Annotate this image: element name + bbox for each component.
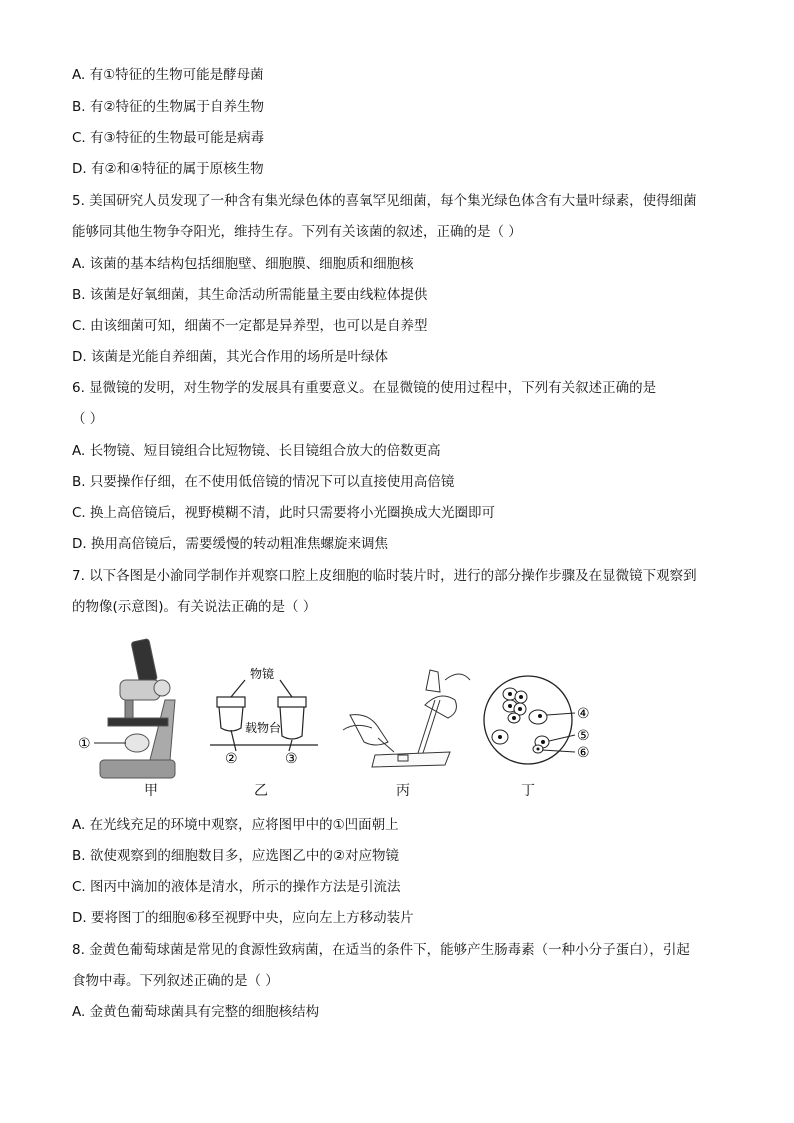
question-7-stem: 7. 以下各图是小渝同学制作并观察口腔上皮细胞的临时装片时，进行的部分操作步骤及在显微镜下观察到 [72, 568, 697, 584]
option-7a: A. 在光线充足的环境中观察，应将图甲中的①凹面朝上 [72, 817, 399, 833]
question-7-stem-cont: 的物像(示意图)。有关说法正确的是（ ） [72, 599, 317, 615]
microscope-field-view [484, 676, 575, 764]
label-3: ③ [285, 751, 298, 767]
label-1: ① [78, 736, 91, 752]
question-6-stem: 6. 显微镜的发明，对生物学的发展具有重要意义。在显微镜的使用过程中，下列有关叙述正确的是 [72, 380, 657, 396]
option-7d: D. 要将图丁的细胞⑥移至视野中央，应向左上方移动装片 [72, 910, 414, 926]
option-5b: B. 该菌是好氧细菌，其生命活动所需能量主要由线粒体提供 [72, 287, 428, 303]
label-5: ⑤ [577, 728, 590, 744]
option-4c: C. 有③特征的生物最可能是病毒 [72, 130, 265, 146]
label-6: ⑥ [577, 745, 590, 761]
option-6b: B. 只要操作仔细，在不使用低倍镜的情况下可以直接使用高倍镜 [72, 474, 455, 490]
option-4d: D. 有②和④特征的属于原核生物 [72, 161, 264, 177]
option-7b: B. 欲使观察到的细胞数目多，应选图乙中的②对应物镜 [72, 848, 399, 864]
caption-ding: 丁 [521, 783, 535, 799]
label-4: ④ [577, 706, 590, 722]
option-6d: D. 换用高倍镜后，需要缓慢的转动粗准焦螺旋来调焦 [72, 536, 388, 552]
caption-bing: 丙 [396, 783, 410, 799]
question-8-stem: 8. 金黄色葡萄球菌是常见的食源性致病菌，在适当的条件下，能够产生肠毒素（一种小分子蛋白），引起 [72, 942, 690, 958]
label-objective: 物镜 [250, 667, 275, 681]
caption-yi: 乙 [254, 783, 268, 799]
question-5-stem: 5. 美国研究人员发现了一种含有集光绿色体的喜氧罕见细菌，每个集光绿色体含有大量叶绿素，使得细菌 [72, 193, 697, 209]
option-4b: B. 有②特征的生物属于自养生物 [72, 99, 264, 115]
dropper-slide-illustration [343, 670, 470, 767]
question-5-stem-cont: 能够同其他生物争夺阳光，维持生存。下列有关该菌的叙述，正确的是（ ） [72, 224, 522, 240]
caption-jia: 甲 [144, 783, 158, 799]
option-6c: C. 换上高倍镜后，视野模糊不清，此时只需要将小光圈换成大光圈即可 [72, 505, 496, 521]
option-5c: C. 由该细菌可知，细菌不一定都是异养型，也可以是自养型 [72, 318, 428, 334]
label-2: ② [225, 751, 238, 767]
microscope-illustration [100, 639, 175, 778]
option-6a: A. 长物镜、短目镜组合比短物镜、长目镜组合放大的倍数更高 [72, 443, 441, 459]
question-6-bracket: （ ） [72, 411, 104, 427]
option-5a: A. 该菌的基本结构包括细胞壁、细胞膜、细胞质和细胞核 [72, 256, 414, 272]
option-8a: A. 金黄色葡萄球菌具有完整的细胞核结构 [72, 1004, 320, 1020]
objective-lenses [210, 680, 318, 751]
question-8-stem-cont: 食物中毒。下列叙述正确的是（ ） [72, 973, 279, 989]
label-stage: 载物台 [245, 721, 282, 735]
option-5d: D. 该菌是光能自养细菌，其光合作用的场所是叶绿体 [72, 349, 388, 365]
option-4a: A. 有①特征的生物可能是酵母菌 [72, 67, 264, 83]
option-7c: C. 图丙中滴加的液体是清水，所示的操作方法是引流法 [72, 879, 401, 895]
question-7-figure [0, 628, 794, 803]
